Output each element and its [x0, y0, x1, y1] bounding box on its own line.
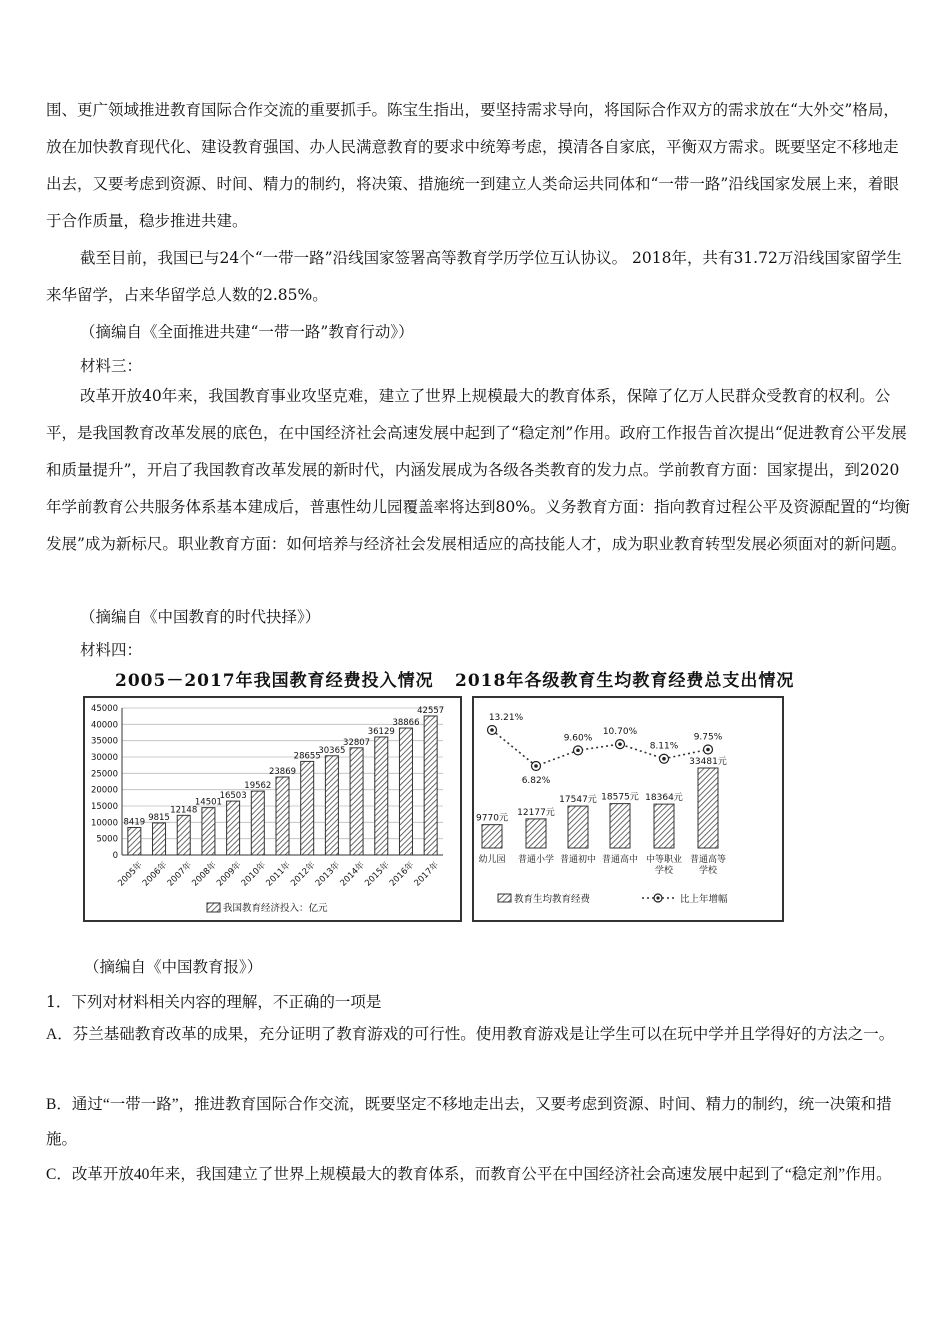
- bar: [128, 827, 141, 855]
- growth-label: 10.70%: [602, 727, 638, 738]
- growth-marker-dot: [576, 749, 580, 753]
- y-tick-label: 0: [112, 851, 118, 861]
- x-tick-label: 2006年: [140, 860, 170, 889]
- growth-label: 8.11%: [649, 741, 679, 752]
- bar-value-label: 32807: [343, 737, 371, 748]
- bar-value-label: 14501: [194, 797, 222, 808]
- bar-value-label: 12177元: [517, 807, 555, 818]
- growth-label: 9.75%: [693, 732, 723, 743]
- y-tick-label: 10000: [90, 818, 118, 829]
- legend-swatch: [207, 903, 220, 912]
- x-tick-label: 2017年: [412, 860, 441, 889]
- education-funding-chart: [85, 698, 460, 920]
- growth-label: 13.21%: [488, 713, 524, 723]
- question-1-stem: 1．下列对材料相关内容的理解，不正确的一项是: [46, 993, 382, 1011]
- x-tick-label: 2016年: [387, 860, 417, 889]
- option-a[interactable]: A．芬兰基础教育改革的成果，充分证明了教育游戏的可行性。使用教育游戏是让学生可以在玩中学并且学得好的方法之一。: [46, 1026, 895, 1043]
- x-tick-label: 2014年: [338, 860, 367, 889]
- option-c[interactable]: C．改革开放40年来，我国建立了世界上规模最大的教育体系，而教育公平在中国经济社会高速发展中起到了“稳定剂”作用。: [46, 1166, 892, 1183]
- bar: [568, 806, 588, 848]
- bar-value-label: 38866: [392, 718, 420, 729]
- x-tick-label: 2015年: [363, 860, 392, 889]
- bar: [399, 728, 412, 855]
- material-three-label: 材料三：: [80, 357, 143, 375]
- growth-label: 6.82%: [521, 776, 551, 786]
- x-tick-label: 2005年: [116, 860, 145, 889]
- bar-value-label: 18575元: [601, 792, 639, 803]
- x-tick-label: 2007年: [165, 860, 195, 889]
- y-tick-label: 20000: [90, 785, 118, 796]
- legend-label: 我国教育经济投入：亿元: [223, 903, 328, 914]
- y-tick-label: 30000: [90, 753, 118, 763]
- chart1-frame: [83, 696, 462, 922]
- x-tick-label: 2008年: [190, 860, 219, 889]
- bar-value-label: 19562: [244, 781, 272, 792]
- x-tick-label: 2012年: [289, 860, 318, 889]
- y-tick-label: 45000: [90, 704, 118, 714]
- growth-marker-dot: [490, 728, 494, 732]
- bar: [227, 801, 240, 855]
- category-label: 普通高等: [689, 855, 727, 865]
- bar-value-label: 36129: [367, 726, 395, 737]
- y-tick-label: 15000: [90, 802, 118, 812]
- category-label: 学校: [654, 866, 674, 876]
- material-two-stats-paragraph: 截至目前，我国已与24个“一带一路”沿线国家签署高等教育学历学位互认协议。 2018年，共有31.72万沿线国家留学生来华留学，占来华留学总人数的2.85%。: [46, 249, 902, 304]
- bar: [276, 777, 289, 855]
- growth-marker-dot: [618, 742, 622, 746]
- bar-value-label: 9815: [148, 812, 170, 823]
- bar: [375, 737, 388, 855]
- bar-value-label: 18364元: [645, 793, 683, 804]
- bar: [526, 819, 546, 848]
- bar: [202, 808, 215, 855]
- bar-value-label: 16503: [219, 791, 247, 802]
- legend-line-label: 比上年增幅: [680, 894, 728, 905]
- bar-value-label: 9770元: [476, 813, 508, 824]
- bar: [251, 791, 264, 855]
- bar: [424, 716, 437, 855]
- legend-bar-swatch: [498, 894, 511, 902]
- source-note-3: （摘编自《中国教育的时代抉择》）: [80, 608, 321, 626]
- source-note-4: （摘编自《中国教育报》）: [84, 958, 263, 976]
- bar: [698, 768, 718, 848]
- bar: [610, 804, 630, 848]
- per-student-expenditure-chart: [474, 698, 782, 920]
- x-tick-label: 2011年: [264, 860, 293, 889]
- y-tick-label: 40000: [90, 720, 118, 731]
- bar: [325, 756, 338, 855]
- x-tick-label: 2009年: [215, 860, 244, 889]
- bar: [350, 748, 363, 855]
- bar-value-label: 42557: [417, 705, 445, 716]
- growth-marker-dot: [534, 764, 538, 768]
- legend-line-marker-dot: [656, 896, 659, 899]
- bar-value-label: 28655: [293, 751, 321, 762]
- growth-marker-dot: [662, 757, 666, 761]
- bar-value-label: 8419: [123, 817, 146, 828]
- chart2-frame: [472, 696, 784, 922]
- x-tick-label: 2010年: [239, 860, 269, 889]
- y-tick-label: 5000: [96, 834, 118, 845]
- x-tick-label: 2013年: [313, 860, 343, 889]
- category-label: 学校: [698, 866, 718, 876]
- bar-value-label: 17547元: [559, 795, 597, 806]
- option-b[interactable]: B．通过“一带一路”，推进教育国际合作交流，既要坚定不移地走出去，又要考虑到资源、时间、精力的制约，统一决策和措施。: [46, 1096, 892, 1148]
- category-label: 普通高中: [601, 855, 639, 865]
- legend-bar-label: 教育生均教育经费: [514, 894, 591, 905]
- category-label: 幼儿园: [478, 855, 506, 865]
- bar: [482, 825, 502, 848]
- bar-value-label: 23869: [268, 767, 297, 778]
- y-tick-label: 35000: [90, 736, 118, 747]
- bar-value-label: 33481元: [689, 757, 727, 767]
- category-label: 中等职业: [645, 855, 683, 865]
- bar: [177, 815, 190, 855]
- category-label: 普通初中: [559, 855, 597, 865]
- bar: [654, 804, 674, 848]
- material-four-label: 材料四：: [80, 641, 143, 659]
- material-three-paragraph: 改革开放40年来，我国教育事业攻坚克难，建立了世界上规模最大的教育体系，保障了亿万人民群众受教育的权利。公平，是我国教育改革发展的底色，在中国经济社会高速发展中起到了“稳定剂”作用。政府工作报告首次提出“促进教育公平发展和质量提升”，开启了我国教育改革发展的新时代，内涵发展成为各级各类教育的发力点。学前教育方面：国家提出，到2020年学前教育公共服务体系基本建成后，普惠性幼儿园覆盖率将达到80%。义务教育方面：指向教育过程公平及资源配置的“均衡发展”成为新标尺。职业教育方面：如何培养与经济社会发展相适应的高技能人才，成为职业教育转型发展必须面对的新问题。: [46, 387, 910, 553]
- bar: [301, 761, 314, 855]
- growth-label: 9.60%: [563, 733, 593, 744]
- category-label: 普通小学: [517, 855, 555, 865]
- bar-value-label: 30365: [318, 745, 346, 756]
- bar: [153, 823, 166, 855]
- source-note-2: （摘编自《全面推进共建“一带一路”教育行动》）: [80, 323, 414, 341]
- chart2-title: 2018年各级教育生均教育经费总支出情况: [455, 671, 795, 691]
- material-two-paragraph: 围、更广领域推进教育国际合作交流的重要抓手。陈宝生指出，要坚持需求导向，将国际合作双方的需求放在“大外交”格局，放在加快教育现代化、建设教育强国、办人民满意教育的要求中统筹考虑，摸清各自家底，平衡双方需求。既要坚定不移地走出去，又要考虑到资源、时间、精力的制约，将决策、措施统一到建立人类命运共同体和“一带一路”沿线国家发展上来，着眼于合作质量，稳步推进共建。: [46, 101, 899, 230]
- bar-value-label: 12148: [170, 805, 198, 816]
- growth-marker-dot: [706, 748, 710, 752]
- chart1-title: 2005－2017年我国教育经费投入情况: [115, 671, 434, 691]
- y-tick-label: 25000: [90, 769, 118, 780]
